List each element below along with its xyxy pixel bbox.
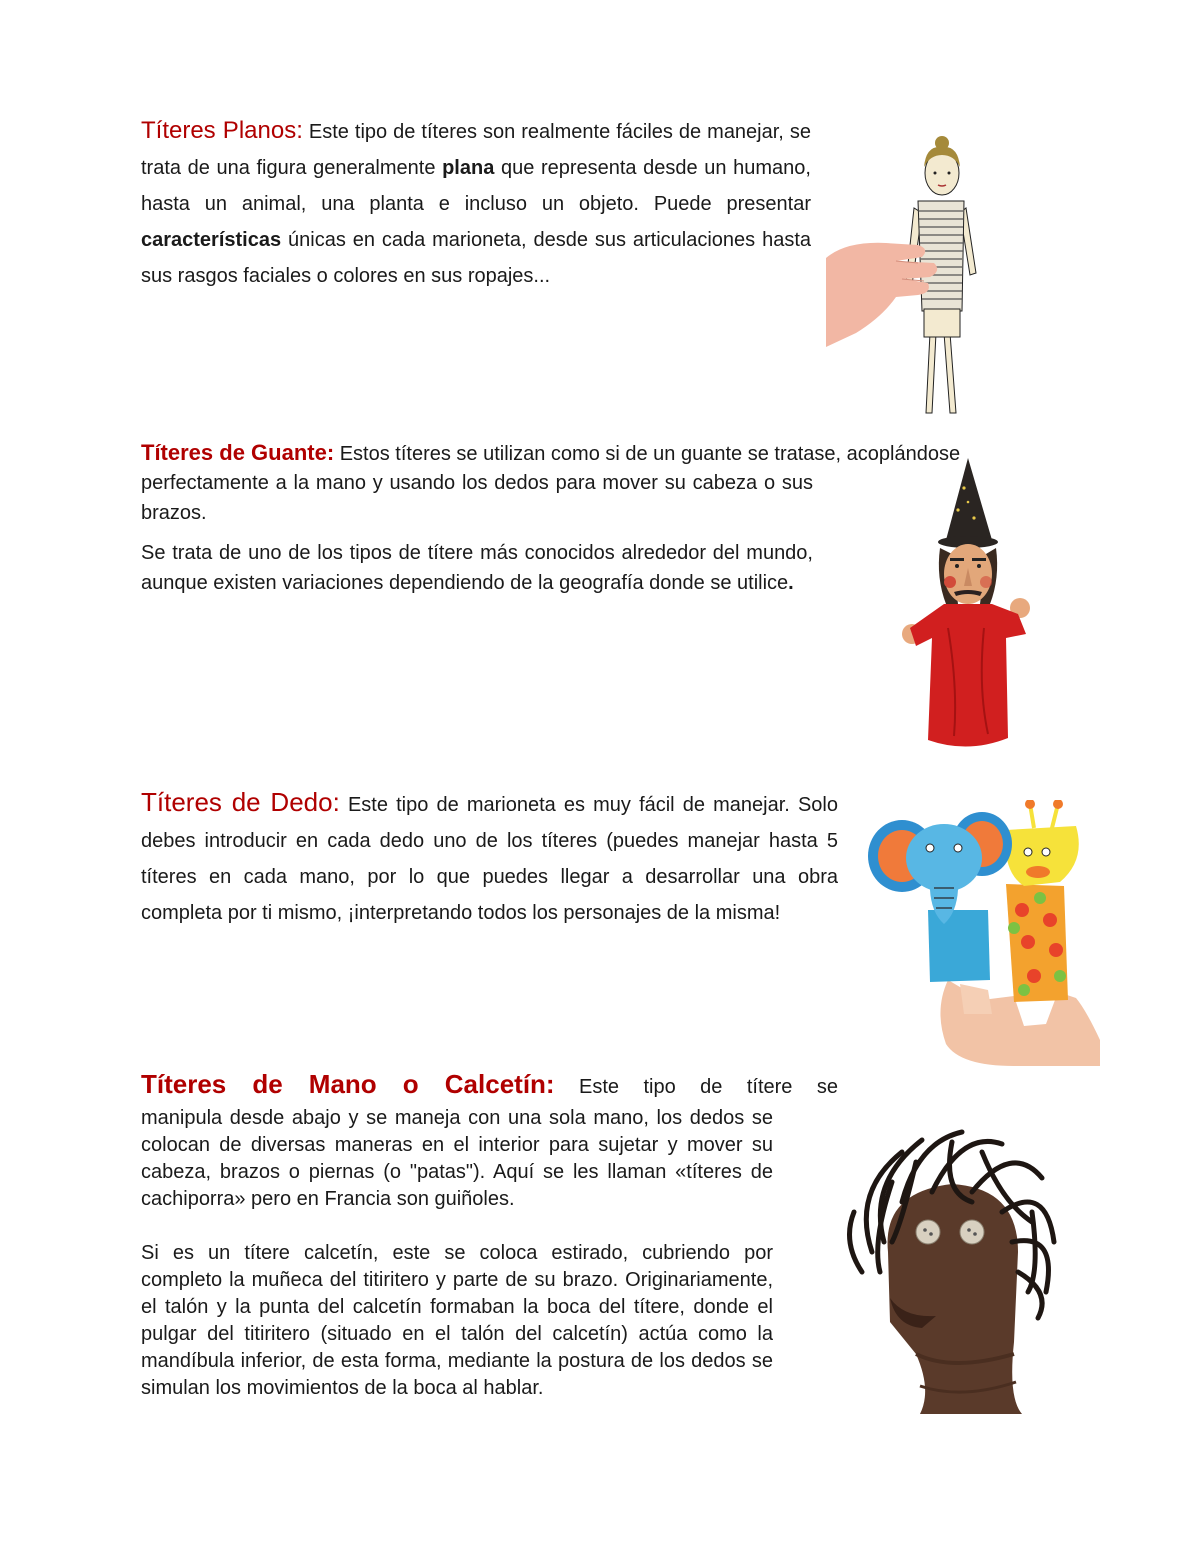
glove-puppets-lead-text: Estos títeres se utilizan como si de un guante se tratase, acoplándose xyxy=(334,443,961,464)
glove-puppets-paragraph-2-end: . xyxy=(788,572,794,594)
glove-puppets-paragraph-1: perfectamente a la mano y usando los dedos para mover su cabeza o sus brazos. xyxy=(141,472,813,524)
flat-paper-puppet-image xyxy=(826,133,986,425)
sock-puppets-heading: Títeres de Mano o Calcetín: xyxy=(141,1069,555,1099)
flat-puppets-text-b: que representa desde un humano, hasta un animal, una planta e incluso un objeto. Puede presentar xyxy=(141,157,811,215)
section-sock-puppets xyxy=(141,1066,838,1402)
sock-puppets-paragraph-1: manipula desde abajo y se maneja con una sola mano, los dedos se colocan de diversas maneras en el interior para sujetar y mover su cabeza, brazos o piernas (o "patas"). Aquí se les llaman «títeres de cachiporra» pero en Francia son guiñoles. xyxy=(141,1107,773,1210)
flat-puppets-text-a: Este tipo de títeres son realmente fáciles de manejar, se trata de una figura generalmente xyxy=(141,121,811,179)
section-finger-puppets xyxy=(141,784,838,931)
flat-puppets-bold-plana: plana xyxy=(442,157,495,179)
glove-puppets-heading: Títeres de Guante: xyxy=(141,440,335,464)
flat-puppets-paragraph xyxy=(141,113,811,294)
sock-puppets-lead-line xyxy=(141,1066,838,1105)
sock-puppets-paragraph-2: Si es un títere calcetín, este se coloca estirado, cubriendo por completo la muñeca del titiritero y parte de su brazo. Originariamente, el talón y la punta del calcetín formaban la boca del títere, donde el pulgar del titiritero (situado en el talón del calcetín) actúa como la mandíbula inferior, de esta forma, mediante la postura de los dedos se simulan los movimientos de la boca al hablar. xyxy=(141,1242,773,1399)
finger-puppets-heading: Títeres de Dedo: xyxy=(141,787,340,817)
sock-puppets-body xyxy=(141,1105,773,1402)
sock-puppet-image xyxy=(832,1122,1080,1422)
glove-puppets-paragraph-2 xyxy=(141,538,813,598)
finger-puppets-paragraph xyxy=(141,784,838,931)
flat-puppets-bold-caracteristicas: características xyxy=(141,229,282,251)
glove-puppet-image xyxy=(888,458,1038,750)
flat-puppets-text-c: únicas en cada marioneta, desde sus articulaciones hasta sus rasgos faciales o colores en sus ropajes... xyxy=(141,229,811,287)
glove-puppets-paragraph-2-text: Se trata de uno de los tipos de títere más conocidos alrededor del mundo, aunque existen variaciones dependiendo de la geografía donde se utilice xyxy=(141,542,813,594)
finger-puppets-image xyxy=(864,800,1116,1068)
flat-puppets-heading: Títeres Planos: xyxy=(141,117,303,144)
finger-puppets-text: Este tipo de marioneta es muy fácil de manejar. Solo debes introducir en cada dedo uno de los títeres (puedes manejar hasta 5 títeres en cada mano, por lo que puedes llegar a desarrollar una obra completa por ti mismo, ¡interpretando todos los personajes de la misma! xyxy=(141,794,838,924)
section-glove-puppets xyxy=(141,468,813,598)
sock-puppets-lead-text: Este tipo de títere se xyxy=(554,1076,838,1098)
section-flat-puppets xyxy=(141,113,811,294)
